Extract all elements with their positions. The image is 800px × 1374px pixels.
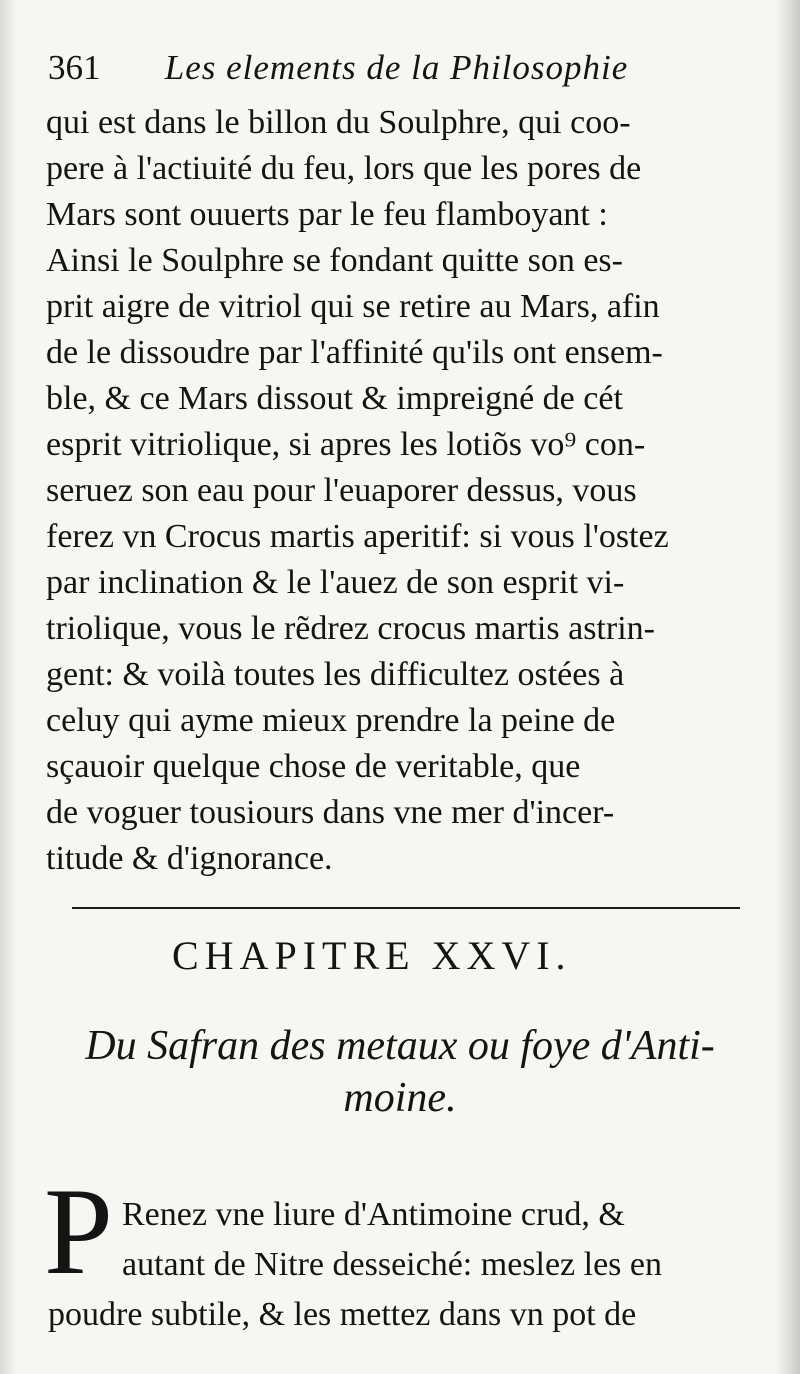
running-header [48,44,768,92]
text-line: Ainsi le Soulphre se fondant quitte son es- [46,242,623,279]
running-title: Les elements de la Philosophie [164,48,629,87]
text-line: de le dissoudre par l'affinité qu'ils ont ensem- [46,334,663,371]
drop-cap: P [44,1163,113,1300]
text-line: celuy qui ayme mieux prendre la peine de [46,702,616,739]
text-line: Mars sont ouuerts par le feu flamboyant : [46,196,608,233]
text-line: prit aigre de vitriol qui se retire au Mars, afin [46,288,660,325]
page-gutter-shadow [0,0,16,1374]
body-text [46,100,766,882]
text-line: de voguer tousiours dans vne mer d'incer- [46,794,615,831]
text-line: esprit vitriolique, si apres les lotiõs vo⁹ con- [46,426,646,463]
text-line: sçauoir quelque chose de veritable, que [46,748,581,785]
chapter-heading: CHAPITRE XXVI. [172,933,572,978]
text-line: gent: & voilà toutes les difficultez ostées à [46,656,625,693]
text-line: autant de Nitre desseiché: meslez les en [122,1246,662,1283]
text-line: qui est dans le billon du Soulphre, qui coo- [46,104,631,141]
text-line: titude & d'ignorance. [46,840,333,877]
text-line: seruez son eau pour l'euaporer dessus, vous [46,472,637,509]
page-edge-shadow [776,0,800,1374]
text-line: ble, & ce Mars dissout & impreigné de cét [46,380,623,417]
text-line: pere à l'actiuité du feu, lors que les pores de [46,150,642,187]
section-divider [72,907,740,909]
text-line: triolique, vous le rẽdrez crocus martis astrin- [46,610,655,647]
text-line: poudre subtile, & les mettez dans vn pot de [48,1296,637,1333]
chapter-opening-text [48,1190,768,1340]
text-line: Renez vne liure d'Antimoine crud, & [122,1196,625,1233]
page-number: 361 [48,48,101,87]
subtitle-line: moine. [343,1075,457,1121]
subtitle-line: Du Safran des metaux ou foye d'Anti- [85,1023,715,1069]
text-line: ferez vn Crocus martis aperitif: si vous l'ostez [46,518,669,555]
text-line: par inclination & le l'auez de son esprit vi- [46,564,625,601]
chapter-subtitle [0,1020,800,1124]
